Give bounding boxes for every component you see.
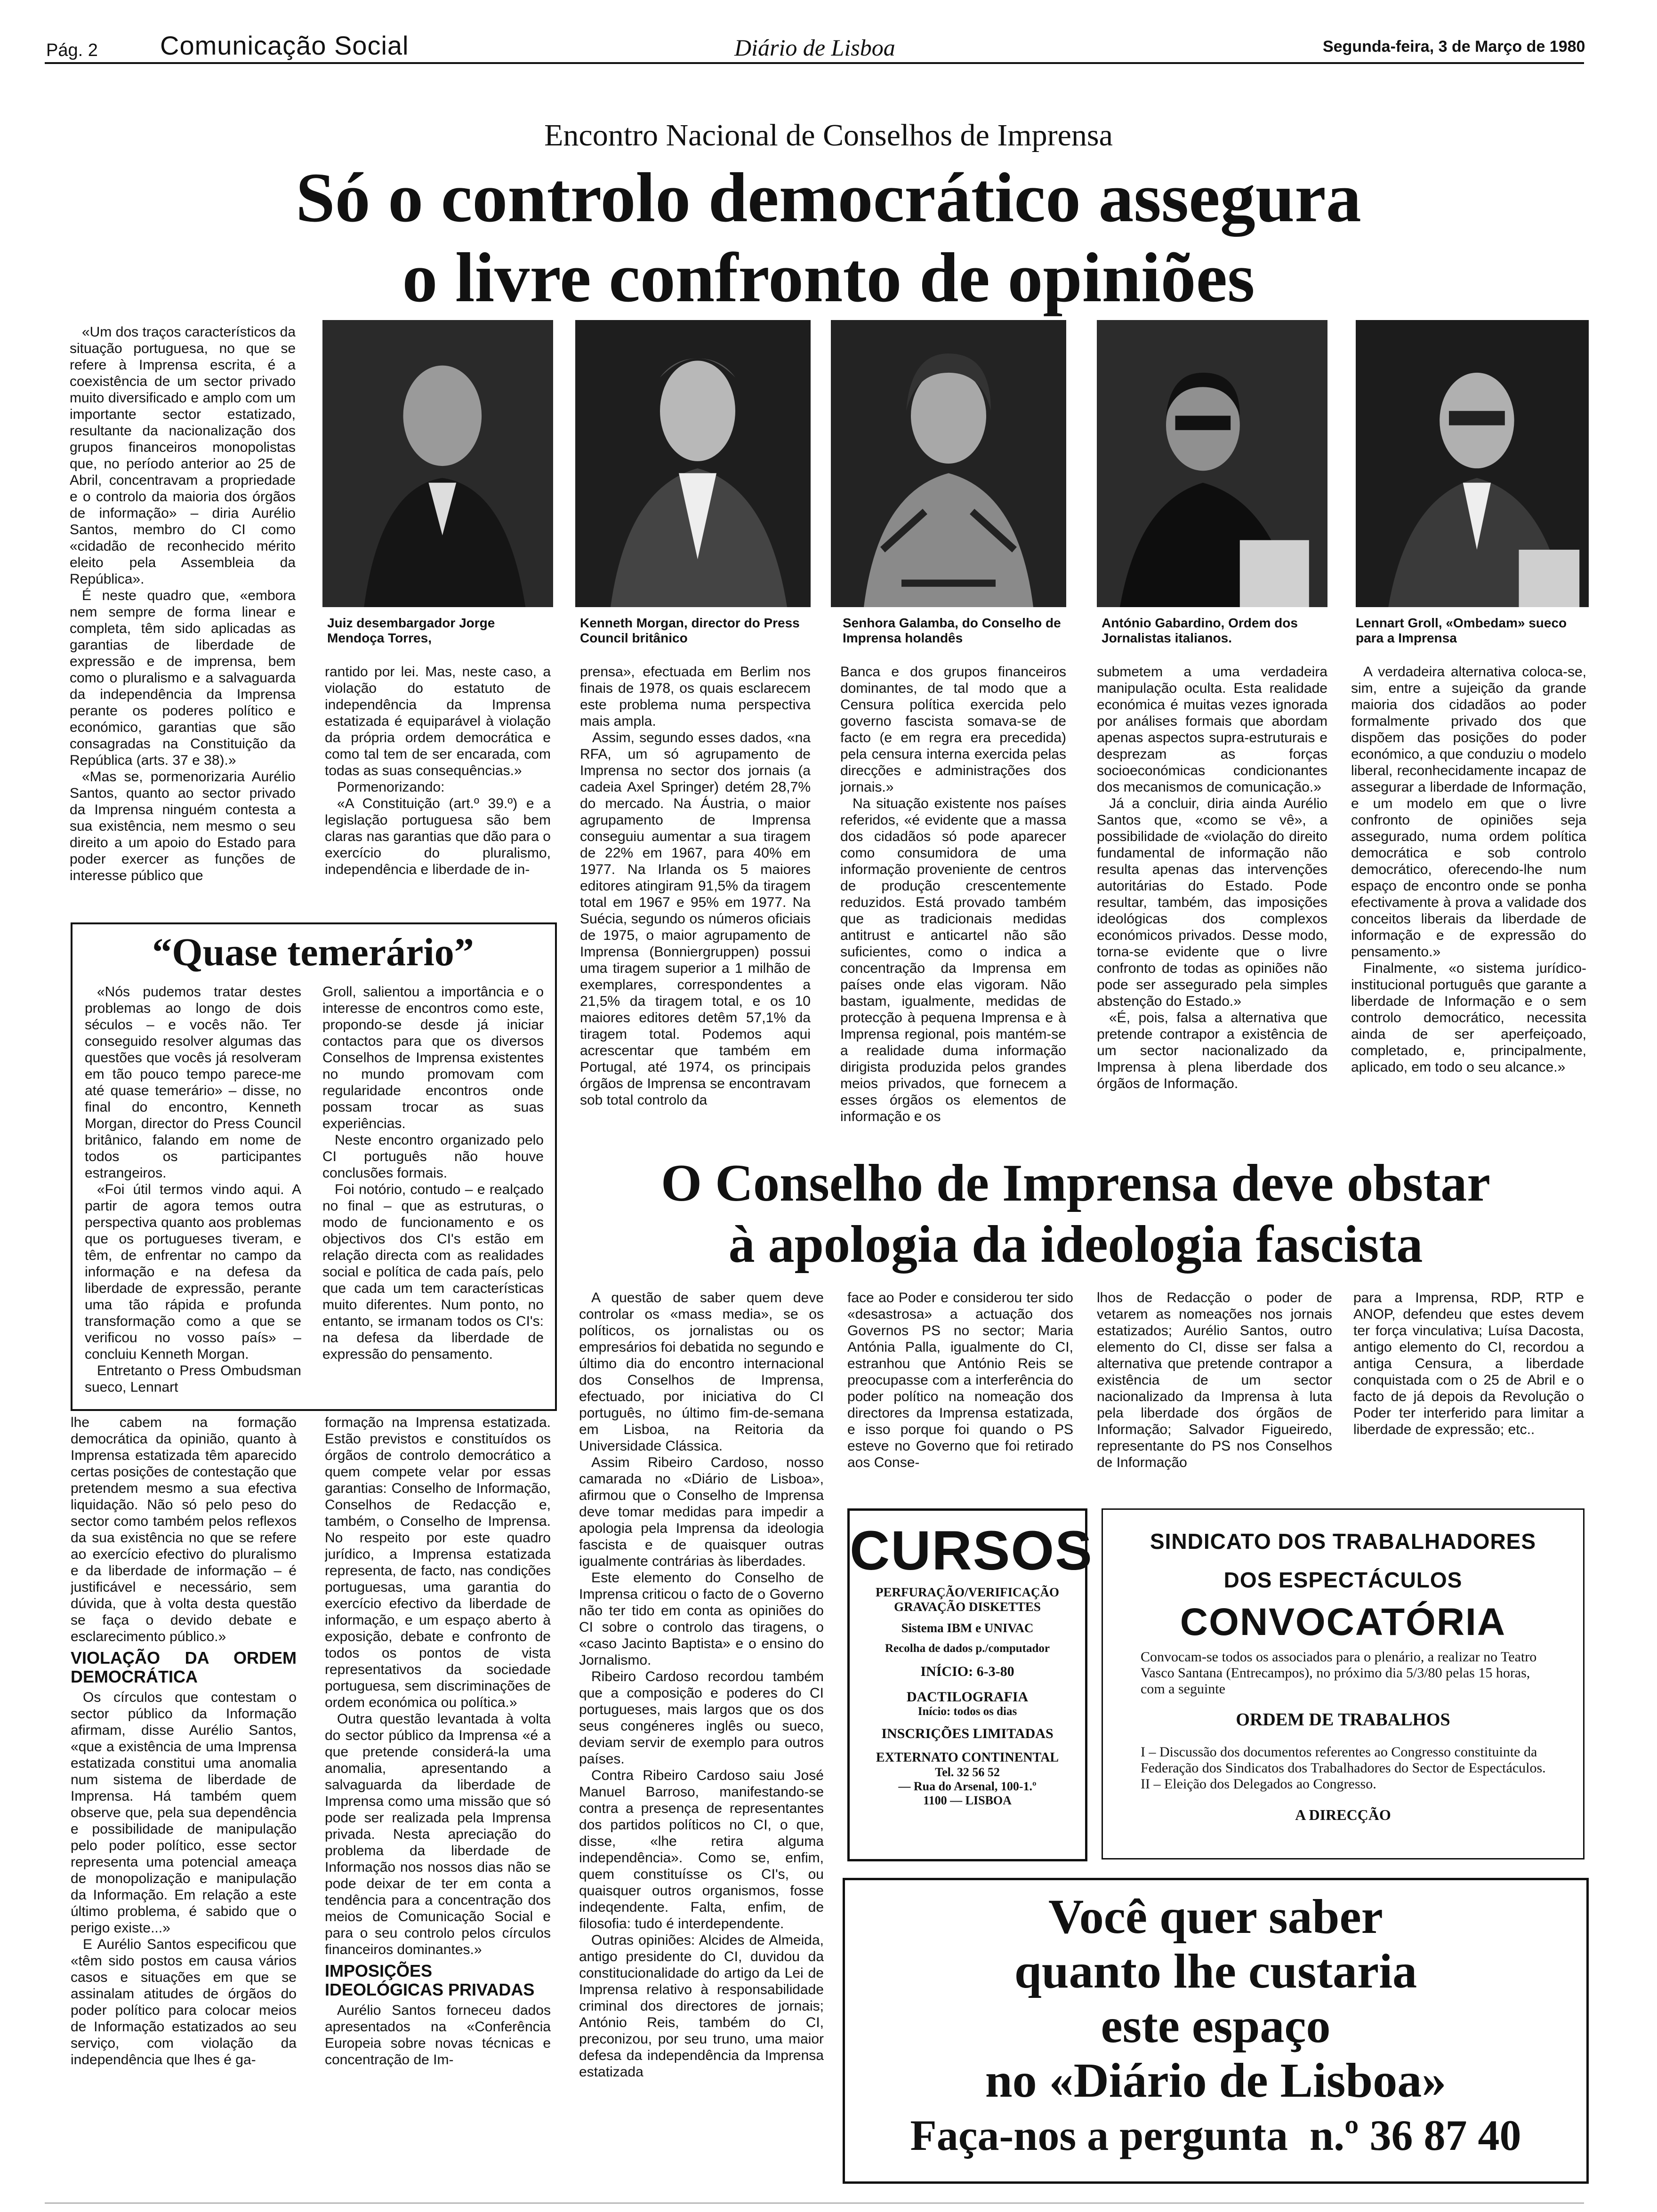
paragraph: E Aurélio Santos especificou que «têm sido postos em causa vários casos e situações em que se assinalam atitudes de órgãos do poder político para colocar meios de Informação estatizados ao seu serviço, com violação da independência que lhes é ga- — [71, 1937, 297, 2068]
ad-cursos — [847, 1508, 1093, 1861]
story2-headline-line2: à apologia da ideologia fascista — [728, 1215, 1423, 1274]
story2-column-1 — [579, 1290, 824, 2198]
paragraph: Assim, segundo esses dados, «na RFA, um só agrupamento de Imprensa no sector dos jornais (a cadeia Axel Springer) detém 28,7% do mercado. Na Áustria, o maior agrupamento de Imprensa conseguiu aumentar a sua tiragem de 22% em 1967, para 40% em 1977. Na Irlanda os 5 maiores editores atingiram 91,5% da tiragem total em 1967 e 95% em 1977. Na Suécia, segundo os números oficiais de 1975, o maior agrupamento de Imprensa (Bonniergruppen) possui uma tiragem superior a 1 milhão de exemplares, correspondentes a 21,5% da tiragem total, e os 10 maiores editores detêm 57,1% da tiragem total. Podemos aqui acrescentar que também em Portugal, até 1974, os principais órgãos de Imprensa se encontravam sob total controlo da — [580, 730, 811, 1108]
paragraph: Assim Ribeiro Cardoso, nosso camarada no «Diário de Lisboa», afirmou que o Conselho de Imprensa deve tomar medidas para impedir a apologia pela Imprensa da ideologia fascista e de quaisquer outras igualmente contrárias às liberdades. — [579, 1455, 824, 1569]
story1-column-1 — [70, 324, 296, 907]
paragraph: Pormenorizando: — [337, 779, 445, 795]
paragraph: Outra questão levantada à volta do sector público da Imprensa «é a que pretende considerá-la uma anomalia, apresentando a salvaguarda da liberdade de Imprensa como uma missão que só pode ser realizada pela Imprensa privada. Nesta apreciação do problema da liberdade de Informação nos nossos dias não se pode deixar de ter em conta a tendência para a concentração dos meios de Comunicação Social e para o seu controlo pelos círculos financeiros dominantes.» — [325, 1711, 551, 1957]
ad-sindicato-ordem: ORDEM DE TRABALHOS — [1236, 1710, 1450, 1730]
story1-lower-column-2 — [325, 1414, 551, 2196]
paragraph: Ribeiro Cardoso recordou também que a composição e poderes do CI portugueses, mais largos que os dos seus congéneres inglês ou sueco, deviam servir de exemplo para outros países. — [579, 1669, 824, 1767]
story2-headline-line1: O Conselho de Imprensa deve obstar — [660, 1154, 1491, 1212]
quote-box-column-1 — [85, 984, 301, 1398]
page-number: Pág. 2 — [46, 40, 98, 60]
ad-cursos-line: — Rua do Arsenal, 100-1.º — [898, 1779, 1037, 1793]
portrait-photo-icon — [575, 320, 811, 607]
paragraph: «Nós pudemos tratar destes problemas ao longo de dois séculos – e vocês não. Ter conseguido resolver algumas das questões que vocês já resolveram em tão pouco tempo parece-me até quase temerário» – disse, no final do encontro, Kenneth Morgan, director do Press Council britânico, falando em nome de todos os participantes estrangeiros. — [85, 984, 301, 1181]
paragraph: «Mas se, pormenorizaria Aurélio Santos, quanto ao sector privado da Imprensa ninguém contesta a sua existência, nem mesmo o seu direito a um apoio do Estado para poder exercer as funções de interesse público que — [70, 769, 296, 883]
subhead-imposicoes: IMPOSIÇÕES IDEOLÓGICAS PRIVADAS — [325, 1961, 535, 1999]
paragraph: «Um dos traços característicos da situação portuguesa, no que se refere à Imprensa escrita, é a coexistência de um sector privado muito diversificado e amplo com um importante sector estatizado, resultante da nacionalização dos grupos financeiros monopolistas que, no período anterior ao 25 de Abril, concentravam a propriedade e o controlo da maioria dos órgãos de informação» – diria Aurélio Santos, membro do CI como «cidadão de reconhecido mérito eleito pela Assembleia da República». — [70, 324, 296, 587]
story1-lower-column-1 — [71, 1414, 297, 2196]
paragraph: Os círculos que contestam o sector público da Informação afirmam, disse Aurélio Santos, «que a existência de uma Imprensa estatizada constitui uma anomalia num sistema de liberdade de Imprensa. Há também quem observe que, pela sua dependência e possibilidade de manipulação pelo poder político, esse sector representa uma potencial ameaça de monopolização e manipulação da Informação. Em relação a este último problema, é sabido que o perigo existe...» — [71, 1690, 297, 1936]
story2-column-4 — [1353, 1290, 1584, 1487]
photo-antonio-gabardino — [1097, 320, 1327, 607]
paragraph: Finalmente, «o sistema jurídico-institucional português que garante a liberdade de Informação e o sem controlo democrático, necessita ainda de ser aperfeiçoado, completado, e, principalmente, aplicado, em todo o seu alcance.» — [1351, 961, 1586, 1075]
ad-sindicato-item: II – Eleição dos Delegados ao Congresso. — [1141, 1776, 1376, 1792]
subhead-violacao: VIOLAÇÃO DA ORDEM DEMOCRÁTICA — [71, 1648, 297, 1686]
ad-sindicato — [1102, 1508, 1585, 1859]
ad-cursos-line: EXTERNATO CONTINENTAL — [876, 1750, 1059, 1765]
ad-diario-phone-line: Faça-nos a pergunta n.º 36 87 40 — [910, 2111, 1521, 2159]
story1-column-6 — [1351, 664, 1586, 1153]
ad-cursos-line: INÍCIO: 6-3-80 — [920, 1664, 1014, 1679]
ad-cursos-line: Sistema IBM e UNIVAC — [901, 1621, 1034, 1635]
ad-cursos-line: INSCRIÇÕES LIMITADAS — [881, 1726, 1054, 1741]
photo-jorge-mendoca-torres — [322, 320, 553, 607]
paragraph: Groll, salientou a importância e o interesse de encontros como este, propondo-se desde já iniciar contactos para que os diversos Conselhos de Imprensa existentes no mundo promovam com regularidade encontros onde possam trocar as suas experiências. — [322, 984, 544, 1131]
paragraph: É neste quadro que, «embora nem sempre de forma linear e completa, têm sido aplicadas as garantias de liberdade de expressão e de imprensa, bem como o pluralismo e a salvaguarda da independência da Imprensa perante os poderes político e económico, garantias que são consagradas na Constituição da República (arts. 37 e 38).» — [70, 588, 296, 768]
paragraph: face ao Poder e considerou ter sido «desastrosa» a actuação dos Governos PS no sector; Maria Antónia Palla, igualmente do CI, estranhou que António Reis se preocupasse com a interferência do poder político na nomeação dos directores da Imprensa estatizada, e isso porque foi quando o PS esteve no Governo que foi retirado aos Conse- — [847, 1290, 1073, 1470]
ad-diario-line: Você quer saber — [1048, 1890, 1383, 1944]
story1-column-2 — [325, 664, 551, 908]
paragraph: Contra Ribeiro Cardoso saiu José Manuel Barroso, manifestando-se contra a presença de representantes dos partidos políticos no CI, o que, disse, «lhe retira alguma independência». Como se, enfim, quem constituísse os CI's, ou quaisquer outros organismos, fosse indeqendente. Falta, enfim, de filosofia: tudo é interdependente. — [579, 1768, 824, 1931]
photo-kenneth-morgan — [575, 320, 811, 607]
paragraph: prensa», efectuada em Berlim nos finais de 1978, os quais esclarecem este problema numa perspectiva mais ampla. — [580, 664, 811, 729]
ad-sindicato-text: Convocam-se todos os associados para o plenário, a realizar no Teatro Vasco Santana (Entrecampos), no próximo dia 5/3/80 pelas 15 horas, com a seguinte — [1141, 1649, 1537, 1697]
photo-senhora-galamba — [831, 320, 1066, 607]
ad-sindicato-signature: A DIRECÇÃO — [1295, 1806, 1391, 1823]
portrait-photo-icon — [322, 320, 553, 607]
paragraph: Outras opiniões: Alcides de Almeida, antigo presidente do CI, duvidou da constitucionalidade do artigo da Lei de Imprensa relativo à responsabilidade criminal dos directores de jornais; António Reis, também do CI, preconizou, por seu truno, uma maior defesa da independência da Imprensa estatizada — [579, 1932, 824, 2080]
section-title: Comunicação Social — [160, 31, 409, 60]
quote-box-column-2 — [322, 984, 544, 1398]
paragraph: lhe cabem na formação democrática da opinião, quanto à Imprensa estatizada têm aparecido certas posições de contestação que pretendem mesmo a sua efectiva liquidação. Não só pelo peso do sector como também pelos reflexos da sua existência no que se refere ao exercício efectivo do pluralismo e da liberdade de informação – é justificável e necessário, sem dúvida, que à volta desta questão se faça o devido debate e esclarecimento público.» — [71, 1415, 297, 1644]
paragraph: para a Imprensa, RDP, RTP e ANOP, defendeu que estes devem ter força vinculativa; Luísa Dacosta, antigo elemento do CI, recordou a antiga Censura, a liberdade conquistada com o 25 de Abril e o facto de já depois da Revolução o Poder ter interferido para limitar a liberdade de expressão; etc.. — [1353, 1290, 1584, 1437]
story1-kicker: Encontro Nacional de Conselhos de Imprensa — [544, 118, 1113, 152]
ad-cursos-line: Início: todos os dias — [917, 1705, 1017, 1718]
ad-cursos-line: GRAVAÇÃO DISKETTES — [894, 1600, 1041, 1614]
ad-cursos-line: Tel. 32 56 52 — [935, 1765, 1000, 1779]
photo-lennart-groll — [1356, 320, 1589, 607]
paragraph: Aurélio Santos forneceu dados apresentados na «Conferência Europeia sobre novas técnicas e concentração de Im- — [325, 2003, 551, 2068]
ad-diario-line: quanto lhe custaria — [1014, 1944, 1417, 1998]
ad-cursos-title: CURSOS — [850, 1520, 1093, 1582]
ad-cursos-line: Recolha de dados p./computador — [885, 1642, 1050, 1655]
paragraph: lhos de Redacção o poder de vetarem as nomeações nos jornais estatizados; Aurélio Santos, outro elemento do CI, disse ser falsa a alternativa que pretende contrapor a existência de um sector nacionalizado da Imprensa à luta pela liberdade dos órgãos de Informação; Salvador Figueiredo, representante do PS nos Conselhos de Informação — [1097, 1290, 1332, 1470]
paragraph: Na situação existente nos países referidos, «é evidente que a massa dos cidadãos só pode aparecer como consumidora de uma informação proveniente de centros de produção crescentemente reduzidos. Está provado também que as tradicionais medidas antitrust e anticartel não são suficientes, como o indica a concentração da Imprensa em países onde elas vigoram. Não bastam, igualmente, medidas de protecção à pequena Imprensa e à Imprensa regional, pois mantém-se a realidade duma informação dirigista produzida pelos grandes meios privados, que fornecem a esses órgãos os elementos de informação e os — [840, 796, 1066, 1124]
story2-column-2 — [847, 1290, 1073, 1487]
story1-headline-line1: Só o controlo democrático assegura — [296, 159, 1361, 237]
story1-column-3 — [580, 664, 811, 1153]
ad-cursos-line: 1100 — LISBOA — [923, 1794, 1012, 1807]
masthead: Diário de Lisboa — [734, 34, 895, 61]
portrait-photo-icon — [1097, 320, 1327, 607]
paragraph: rantido por lei. Mas, neste caso, a violação do estatuto de independência da Imprensa estatizada é equiparável à violação da própria ordem democrática e como tal tem de ser encarada, com todas as suas consequências.» — [325, 664, 551, 778]
issue-date: Segunda-feira, 3 de Março de 1980 — [1323, 38, 1585, 56]
ad-sindicato-title: CONVOCATÓRIA — [1180, 1601, 1506, 1643]
ad-sindicato-line1: SINDICATO DOS TRABALHADORES — [1150, 1529, 1536, 1554]
ad-sindicato-line2: DOS ESPECTÁCULOS — [1223, 1568, 1463, 1592]
paragraph: Neste encontro organizado pelo CI português não houve conclusões formais. — [322, 1132, 544, 1181]
ad-cursos-line: PERFURAÇÃO/VERIFICAÇÃO — [876, 1585, 1059, 1599]
photo-caption-5: Lennart Groll, «Ombedam» sueco para a Imprensa — [1356, 616, 1567, 645]
story1-column-4 — [840, 664, 1066, 1153]
paragraph: submetem a uma verdadeira manipulação oculta. Esta realidade económica é muitas vezes ignorada por análises formais que abordam apenas aspectos supra-estruturais e desprezam as forças socioeconómicas condicionantes dos mecanismos de comunicação.» — [1097, 664, 1327, 795]
paragraph: A questão de saber quem deve controlar os «mass media», se os políticos, os jornalistas ou os empresários foi debatida no segundo e último dia do encontro internacional dos Conselhos de Imprensa, efectuado, por iniciativa do CI português, no último fim-de-semana em Lisboa, na Reitoria da Universidade Clássica. — [579, 1290, 824, 1454]
story2-column-3 — [1097, 1290, 1332, 1487]
story1-column-5 — [1097, 664, 1327, 1153]
photo-caption-3: Senhora Galamba, do Conselho de Imprensa holandês — [843, 616, 1061, 645]
story1-headline-line2: o livre confronto de opiniões — [402, 239, 1255, 317]
quote-box-title: “Quase temerário” — [152, 930, 474, 974]
photo-caption-1: Juiz desembargador Jorge Mendoça Torres, — [327, 616, 495, 645]
paragraph: «A Constituição (art.º 39.º) e a legislação portuguesa são bem claras nas garantias que dão para o exercício do pluralismo, independência e liberdade de in- — [325, 796, 551, 877]
ad-sindicato-item: I – Discussão dos documentos referentes ao Congresso constituinte da Federação dos Sindicatos dos Trabalhadores do Sector de Espectáculos. — [1141, 1744, 1546, 1776]
paragraph: A verdadeira alternativa coloca-se, sim, entre a sujeição da grande maioria dos cidadãos ao poder formalmente privado dos que dispõem das posições do poder económico, a que conduziu o modelo liberal, reconhecidamente incapaz de assegurar a liberdade de Informação, e um modelo em que o livre confronto de opiniões seja assegurado, numa ordem política democrática e sob controlo democrático, oferecendo-lhe num espaço de encontro onde se ponha efectivamente à prova a validade dos conceitos liberais da liberdade de informação e de expressão do pensamento.» — [1351, 664, 1586, 960]
paragraph: Este elemento do Conselho de Imprensa criticou o facto de o Governo não ter tido em conta as opiniões do CI sobre o controlo das tiragens, o «caso Jacinto Baptista» e o ensino do Jornalismo. — [579, 1570, 824, 1668]
paragraph: Foi notório, contudo – e realçado no final – que as estruturas, o modo de funcionamento e os objectivos dos CI's estão em relação directa com as realidades social e política de cada país, pelo que cada um tem características muito diferentes. Num ponto, no entanto, se irmanam todos os CI's: na defesa da liberdade de expressão do pensamento. — [322, 1182, 544, 1362]
ad-cursos-line: DACTILOGRAFIA — [906, 1689, 1029, 1705]
paragraph: «É, pois, falsa a alternativa que pretende contrapor a existência de um sector nacionalizado da Imprensa à plena liberdade dos órgãos de Informação. — [1097, 1010, 1327, 1091]
paragraph: Banca e dos grupos financeiros dominantes, de tal modo que a Censura política exercida pelo governo fascista somava-se de facto (e em regra era precedida) pela censura interna exercida pelas direcções e administrações dos jornais.» — [840, 664, 1066, 795]
ad-diario-line: no «Diário de Lisboa» — [985, 2053, 1447, 2108]
ad-diario-line: este espaço — [1101, 1999, 1331, 2053]
paragraph: formação na Imprensa estatizada. Estão previstos e constituídos os órgãos de controlo democrático a quem compete velar por essas garantias: Conselho de Informação, Conselhos de Redacção e, também, o Conselho de Imprensa. No respeito por este quadro jurídico, a Imprensa estatizada representa, de facto, nas condições portuguesas, uma garantia do exercício efectivo da liberdade de informação, e um espaço aberto à exposição, debate e confronto de todos os pontos de vista representativos da sociedade portuguesa, sem discriminações de ordem económica ou política.» — [325, 1415, 551, 1710]
portrait-photo-icon — [831, 320, 1066, 607]
paragraph: «Foi útil termos vindo aqui. A partir de agora temos outra perspectiva quanto aos problemas que os portugueses tiveram, e têm, de enfrentar no campo da informação e na defesa da liberdade de expressão, perante uma tão rápida e profunda transformação como a que se verificou no vosso país» – concluiu Kenneth Morgan. — [85, 1182, 301, 1362]
paragraph: Já a concluir, diria ainda Aurélio Santos que, «como se vê», a possibilidade de «violação do direito fundamental de informação não resulta apenas das intervenções autoritárias do Estado. Pode resultar, também, das imposições ideológicas dos complexos económicos privados. Desse modo, torna-se evidente que o livre confronto de todas as opiniões não pode ser assegurado pela simples abstenção do Estado.» — [1097, 796, 1327, 1009]
bottom-rule — [45, 2203, 1584, 2204]
ad-diario-lisboa — [843, 1878, 1589, 2184]
header-rule — [45, 62, 1584, 64]
photo-caption-4: António Gabardino, Ordem dos Jornalistas italianos. — [1102, 616, 1298, 645]
paragraph: Entretanto o Press Ombudsman sueco, Lennart — [85, 1363, 301, 1395]
photo-caption-2: Kenneth Morgan, director do Press Council britânico — [580, 616, 800, 645]
portrait-photo-icon — [1356, 320, 1589, 607]
